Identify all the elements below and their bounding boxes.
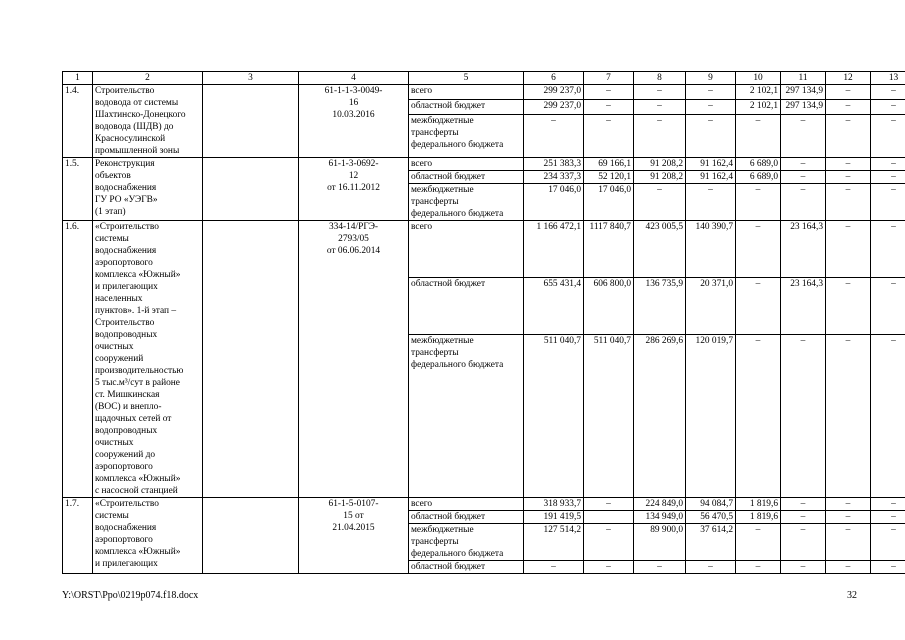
- amount-cell: 134 949,0: [634, 511, 686, 524]
- item-name-line: водоснабжения: [95, 523, 157, 533]
- amount-cell: –: [826, 158, 871, 171]
- amount-cell: –: [686, 561, 736, 574]
- item-name-line: промышленной зоны: [95, 146, 180, 156]
- amount-cell: –: [584, 561, 634, 574]
- amount-cell: –: [871, 100, 905, 115]
- item-name-line: очистных: [95, 342, 134, 352]
- header-cell: 12: [826, 72, 871, 85]
- amount-cell: 606 800,0: [584, 278, 634, 335]
- header-cell: 3: [203, 72, 299, 85]
- expertise-line: 15 от: [343, 511, 364, 521]
- amount-cell: –: [736, 184, 781, 221]
- amount-cell: –: [634, 184, 686, 221]
- header-cell: 10: [736, 72, 781, 85]
- amount-cell: 120 019,7: [686, 335, 736, 498]
- amount-cell: 94 084,7: [686, 498, 736, 511]
- amount-cell: –: [736, 524, 781, 561]
- item-number: 1.5.: [63, 158, 93, 221]
- amount-cell: 52 120,1: [584, 171, 634, 184]
- item-name-line: «Строительство: [95, 499, 159, 509]
- amount-cell: –: [781, 115, 826, 158]
- expertise-line: 21.04.2015: [332, 523, 375, 533]
- funding-source: [409, 335, 524, 498]
- amount-cell: 2 102,1: [736, 85, 781, 100]
- item-name-line: щадочных сетей от: [95, 414, 172, 424]
- item-name-line: (ВОС) и внепло-: [95, 402, 162, 412]
- amount-cell: –: [871, 115, 905, 158]
- funding-source-line: трансферты: [411, 537, 459, 547]
- amount-cell: –: [736, 221, 781, 278]
- amount-cell: –: [871, 511, 905, 524]
- item-name: [93, 158, 203, 221]
- header-cell: 13: [871, 72, 905, 85]
- amount-cell: 299 237,0: [524, 100, 584, 115]
- amount-cell: –: [781, 158, 826, 171]
- amount-cell: –: [871, 85, 905, 100]
- amount-cell: –: [686, 85, 736, 100]
- item-name-line: комплекса «Южный»: [95, 547, 181, 557]
- funding-source: [409, 115, 524, 158]
- item-name: [93, 498, 203, 574]
- item-name-line: аэропортового: [95, 462, 153, 472]
- amount-cell: 1117 840,7: [584, 221, 634, 278]
- expertise-line: от 06.06.2014: [326, 246, 381, 256]
- amount-cell: 6 689,0: [736, 171, 781, 184]
- amount-cell: 224 849,0: [634, 498, 686, 511]
- amount-cell: 69 166,1: [584, 158, 634, 171]
- header-row: [63, 72, 905, 85]
- header-cell: 2: [93, 72, 203, 85]
- header-cell: 4: [299, 72, 409, 85]
- expertise-line: 61-1-1-3-0049-: [324, 86, 383, 96]
- header-cell: 1: [63, 72, 93, 85]
- item-name-line: пунктов». 1-й этап –: [95, 306, 177, 316]
- amount-cell: 91 208,2: [634, 158, 686, 171]
- amount-cell: 91 162,4: [686, 171, 736, 184]
- item-name-line: и прилегающих: [95, 282, 158, 292]
- amount-cell: –: [736, 335, 781, 498]
- amount-cell: –: [826, 278, 871, 335]
- amount-cell: –: [871, 498, 905, 511]
- empty-cell: [203, 221, 299, 498]
- amount-cell: –: [826, 524, 871, 561]
- funding-source-line: федерального бюджета: [411, 209, 504, 219]
- amount-cell: –: [826, 115, 871, 158]
- header-cell: 11: [781, 72, 826, 85]
- item-name-line: ст. Мишкинская: [95, 390, 160, 400]
- expertise-line: от 16.11.2012: [327, 183, 380, 193]
- amount-cell: –: [524, 561, 584, 574]
- amount-cell: 91 208,2: [634, 171, 686, 184]
- item-number: 1.4.: [63, 85, 93, 158]
- expertise-line: 2793/05: [338, 234, 369, 244]
- empty-cell: [203, 498, 299, 574]
- amount-cell: 286 269,6: [634, 335, 686, 498]
- funding-source-line: федерального бюджета: [411, 549, 504, 559]
- amount-cell: 299 237,0: [524, 85, 584, 100]
- item-name-line: комплекса «Южный»: [95, 270, 181, 280]
- amount-cell: –: [781, 511, 826, 524]
- amount-cell: 56 470,5: [686, 511, 736, 524]
- item-name-line: 5 тыс.м³/сут в районе: [95, 378, 180, 388]
- item-number: 1.7.: [63, 498, 93, 574]
- amount-cell: 136 735,9: [634, 278, 686, 335]
- empty-cell: [203, 158, 299, 221]
- funding-source: всего: [409, 85, 524, 100]
- amount-cell: –: [871, 171, 905, 184]
- amount-cell: 1 819,6: [736, 498, 781, 511]
- amount-cell: 511 040,7: [524, 335, 584, 498]
- amount-cell: –: [736, 561, 781, 574]
- item-name-line: Строительство: [95, 86, 155, 96]
- amount-cell: 37 614,2: [686, 524, 736, 561]
- item-name-line: с насосной станцией: [95, 486, 178, 496]
- amount-cell: –: [524, 115, 584, 158]
- item-name-line: «Строительство: [95, 222, 159, 232]
- expertise-line: 61-1-3-0692-: [328, 159, 379, 169]
- amount-cell: –: [826, 498, 871, 511]
- amount-cell: –: [584, 115, 634, 158]
- expertise-line: 61-1-5-0107-: [328, 499, 379, 509]
- item-name: [93, 221, 203, 498]
- item-name-line: системы: [95, 234, 129, 244]
- amount-cell: 127 514,2: [524, 524, 584, 561]
- amount-cell: –: [826, 511, 871, 524]
- amount-cell: 1 819,6: [736, 511, 781, 524]
- amount-cell: 234 337,3: [524, 171, 584, 184]
- item-name-line: сооружений до: [95, 450, 156, 460]
- item-name: [93, 85, 203, 158]
- item-number: 1.6.: [63, 221, 93, 498]
- funding-source-line: федерального бюджета: [411, 360, 504, 371]
- amount-cell: 17 046,0: [524, 184, 584, 221]
- item-name-line: объектов: [95, 171, 131, 181]
- amount-cell: –: [826, 184, 871, 221]
- amount-cell: –: [584, 524, 634, 561]
- item-name-line: очистных: [95, 438, 134, 448]
- funding-source: областной бюджет: [409, 278, 524, 335]
- amount-cell: –: [826, 335, 871, 498]
- item-name-line: (1 этап): [95, 207, 126, 217]
- expertise-line: 16: [348, 98, 359, 108]
- amount-cell: –: [871, 184, 905, 221]
- funding-source-line: трансферты: [411, 128, 459, 139]
- expertise-reference: [299, 158, 409, 221]
- header-cell: 9: [686, 72, 736, 85]
- amount-cell: [584, 511, 634, 524]
- expertise-reference: [299, 498, 409, 574]
- funding-source: областной бюджет: [409, 561, 524, 574]
- funding-source: [409, 524, 524, 561]
- table-row: [63, 498, 905, 511]
- funding-source: [409, 184, 524, 221]
- item-name-line: аэропортового: [95, 535, 153, 545]
- amount-cell: –: [826, 85, 871, 100]
- item-name-line: Строительство: [95, 318, 155, 328]
- amount-cell: –: [871, 221, 905, 278]
- file-path: Y:\ORST\Ppo\0219p074.f18.docx: [62, 590, 199, 601]
- amount-cell: –: [826, 221, 871, 278]
- amount-cell: –: [584, 100, 634, 115]
- item-name-line: водопроводных: [95, 426, 158, 436]
- amount-cell: –: [634, 100, 686, 115]
- amount-cell: 1 166 472,1: [524, 221, 584, 278]
- amount-cell: 511 040,7: [584, 335, 634, 498]
- empty-cell: [203, 85, 299, 158]
- item-name-line: комплекса «Южный»: [95, 474, 181, 484]
- item-name-line: ГУ РО «УЭГВ»: [95, 195, 158, 205]
- amount-cell: 91 162,4: [686, 158, 736, 171]
- item-name-line: водовода от системы: [95, 98, 179, 108]
- item-name-line: водовода (ШДВ) до: [95, 122, 174, 132]
- amount-cell: 318 933,7: [524, 498, 584, 511]
- amount-cell: 17 046,0: [584, 184, 634, 221]
- funding-source-line: межбюджетные: [411, 185, 474, 195]
- amount-cell: –: [686, 184, 736, 221]
- funding-source: областной бюджет: [409, 171, 524, 184]
- amount-cell: –: [686, 100, 736, 115]
- table-row: [63, 85, 905, 100]
- item-name-line: системы: [95, 511, 129, 521]
- amount-cell: –: [584, 498, 634, 511]
- item-name-line: населенных: [95, 294, 143, 304]
- amount-cell: 23 164,3: [781, 221, 826, 278]
- amount-cell: –: [781, 184, 826, 221]
- amount-cell: –: [736, 115, 781, 158]
- table-body: [63, 72, 905, 574]
- amount-cell: –: [871, 335, 905, 498]
- funding-source-line: федерального бюджета: [411, 140, 504, 151]
- amount-cell: –: [584, 85, 634, 100]
- item-name-line: аэропортового: [95, 258, 153, 268]
- item-name-line: Красносулинской: [95, 134, 166, 144]
- header-cell: 6: [524, 72, 584, 85]
- amount-cell: 89 900,0: [634, 524, 686, 561]
- funding-source: областной бюджет: [409, 100, 524, 115]
- item-name-line: водопроводных: [95, 330, 158, 340]
- expertise-reference: [299, 221, 409, 498]
- amount-cell: 191 419,5: [524, 511, 584, 524]
- funding-source-line: межбюджетные: [411, 116, 474, 127]
- amount-cell: –: [634, 561, 686, 574]
- header-cell: 5: [409, 72, 524, 85]
- item-name-line: водоснабжения: [95, 183, 157, 193]
- amount-cell: 423 005,5: [634, 221, 686, 278]
- page-number: 32: [847, 590, 857, 601]
- amount-cell: –: [826, 171, 871, 184]
- amount-cell: 297 134,9: [781, 85, 826, 100]
- amount-cell: 140 390,7: [686, 221, 736, 278]
- amount-cell: 251 383,3: [524, 158, 584, 171]
- funding-source-line: межбюджетные: [411, 525, 474, 535]
- amount-cell: –: [634, 115, 686, 158]
- item-name-line: Шахтинско-Донецкого: [95, 110, 186, 120]
- funding-source-line: трансферты: [411, 348, 459, 359]
- header-cell: 7: [584, 72, 634, 85]
- item-name-line: водоснабжения: [95, 246, 157, 256]
- amount-cell: –: [781, 171, 826, 184]
- amount-cell: –: [634, 85, 686, 100]
- funding-source: областной бюджет: [409, 511, 524, 524]
- funding-source-line: межбюджетные: [411, 336, 474, 347]
- header-cell: 8: [634, 72, 686, 85]
- amount-cell: 2 102,1: [736, 100, 781, 115]
- amount-cell: –: [781, 335, 826, 498]
- item-name-line: Реконструкция: [95, 159, 155, 169]
- expertise-reference: [299, 85, 409, 158]
- amount-cell: 6 689,0: [736, 158, 781, 171]
- expertise-line: 10.03.2016: [332, 110, 375, 120]
- amount-cell: –: [826, 100, 871, 115]
- amount-cell: 655 431,4: [524, 278, 584, 335]
- funding-source-line: трансферты: [411, 197, 459, 207]
- expertise-line: 12: [348, 171, 359, 181]
- item-name-line: и прилегающих: [95, 559, 158, 569]
- amount-cell: –: [781, 498, 826, 511]
- amount-cell: –: [871, 561, 905, 574]
- amount-cell: –: [781, 524, 826, 561]
- funding-source: всего: [409, 221, 524, 278]
- amount-cell: –: [736, 278, 781, 335]
- amount-cell: 23 164,3: [781, 278, 826, 335]
- funding-source: всего: [409, 498, 524, 511]
- amount-cell: 20 371,0: [686, 278, 736, 335]
- item-name-line: производительностью: [95, 366, 184, 376]
- amount-cell: –: [686, 115, 736, 158]
- amount-cell: 297 134,9: [781, 100, 826, 115]
- amount-cell: –: [871, 158, 905, 171]
- amount-cell: –: [781, 561, 826, 574]
- expertise-line: 334-14/РГЭ-: [328, 222, 379, 232]
- amount-cell: –: [871, 524, 905, 561]
- program-table: [62, 71, 905, 574]
- table-row: [63, 221, 905, 278]
- item-name-line: сооружений: [95, 354, 144, 364]
- table-row: [63, 158, 905, 171]
- amount-cell: –: [826, 561, 871, 574]
- funding-source: всего: [409, 158, 524, 171]
- amount-cell: –: [871, 278, 905, 335]
